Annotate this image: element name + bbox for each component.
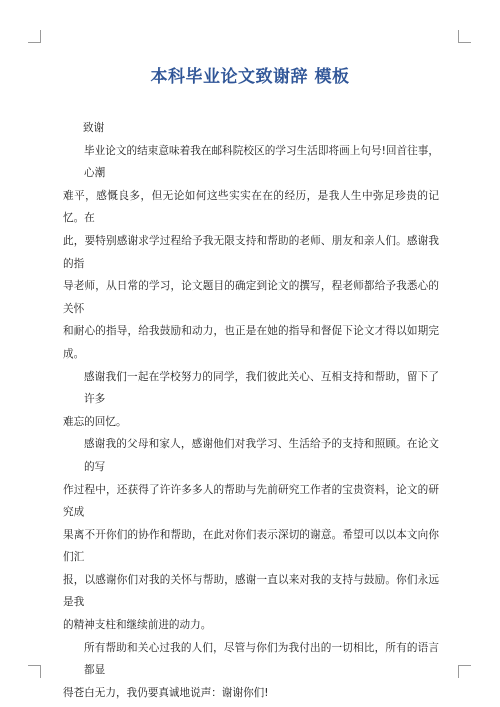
paragraph-line: 得苍白无力，我仍要真诚地说声：谢谢你们!	[63, 686, 269, 699]
section-heading: 致谢	[83, 122, 105, 134]
paragraph-line: 毕业论文的结束意味着我在邮科院校区的学习生活即将画上句号!回首往事，心潮	[84, 144, 439, 180]
paragraph-line: 的精神支柱和继续前进的动力。	[63, 619, 212, 632]
paragraph-line: 感谢我们一起在学校努力的同学，我们彼此关心、互相支持和帮助，留下了许多	[84, 370, 439, 406]
crop-mark-top-left	[28, 30, 41, 43]
paragraph-4	[63, 637, 439, 705]
paragraph-line: 导老师，从日常的学习，论文题目的确定到论文的撰写，程老师都给予我悉心的关怀	[63, 280, 439, 315]
paragraph-2	[63, 366, 439, 434]
document-body	[63, 117, 439, 704]
paragraph-3	[63, 433, 439, 636]
paragraph-line: 果离不开你们的协作和帮助，在此对你们表示深切的谢意。希望可以以本文向你们汇	[63, 528, 439, 564]
paragraph-line: 报，以感谢你们对我的关怀与帮助，感谢一直以来对我的支持与鼓励。你们永远是我	[63, 573, 439, 609]
paragraph-line: 感谢我的父母和家人，感谢他们对我学习、生活给予的支持和照顾。在论文的写	[84, 438, 439, 473]
document-title: 本科毕业论文致谢辞 模板	[150, 67, 350, 87]
crop-mark-top-right	[458, 30, 471, 43]
paragraph-line: 难平，感慨良多，但无论如何这些实实在在的经历，是我人生中弥足珍贵的记忆。在	[63, 189, 439, 225]
crop-mark-bottom-right	[458, 665, 471, 678]
paragraph-line: 难忘的回忆。	[63, 415, 127, 428]
paragraph-line: 所有帮助和关心过我的人们，尽管与你们为我付出的一切相比，所有的语言都显	[84, 641, 439, 677]
paragraph-line: 此，要特别感谢求学过程给予我无限支持和帮助的老师、朋友和亲人们。感谢我的指	[63, 234, 439, 270]
paragraph-line: 和耐心的指导，给我鼓励和动力，也正是在她的指导和督促下论文才得以如期完成。	[63, 325, 439, 360]
paragraph-line: 作过程中，还获得了许许多多人的帮助与先前研究工作者的宝贵资料，论文的研究成	[63, 483, 439, 519]
paragraph-1	[63, 140, 439, 366]
crop-mark-bottom-left	[28, 665, 41, 678]
